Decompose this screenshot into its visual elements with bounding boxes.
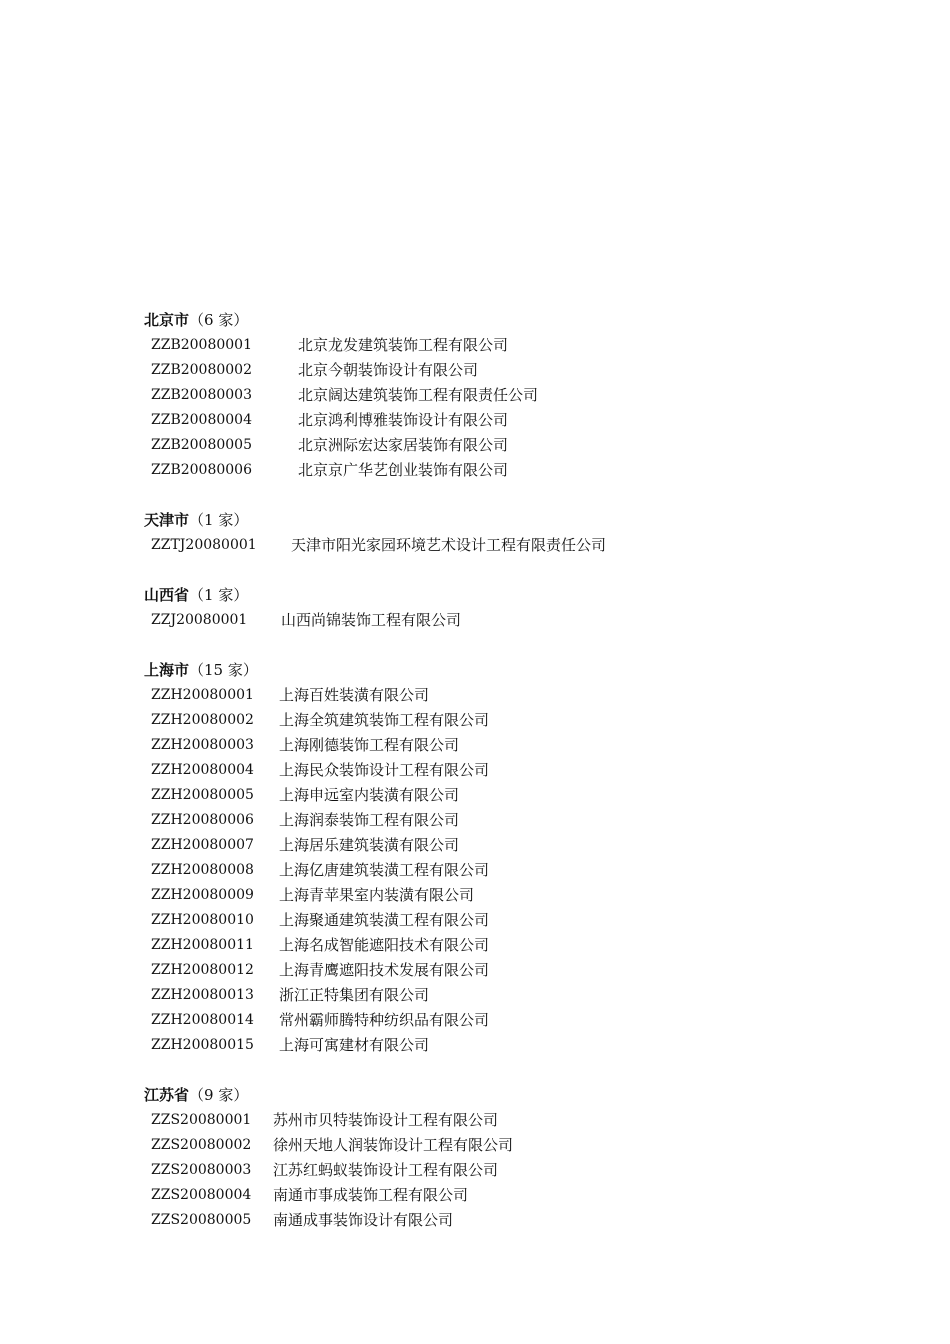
list-item [144, 858, 904, 883]
company-name: 徐州天地人润装饰设计工程有限公司 [273, 1136, 514, 1154]
company-list-document [144, 308, 904, 1258]
list-item [144, 358, 904, 383]
list-item [144, 933, 904, 958]
company-code: ZZH20080003 [151, 737, 254, 753]
company-code: ZZTJ20080001 [151, 537, 257, 553]
company-name: 江苏红蚂蚁装饰设计工程有限公司 [273, 1161, 499, 1179]
company-code: ZZH20080008 [151, 862, 254, 878]
company-name: 北京龙发建筑装饰工程有限公司 [298, 336, 509, 354]
list-item [144, 408, 904, 433]
company-name: 北京阔达建筑装饰工程有限责任公司 [298, 386, 539, 404]
company-code: ZZH20080015 [151, 1037, 254, 1053]
list-item [144, 908, 904, 933]
region-name: 天津市 [144, 511, 190, 529]
section-heading [144, 658, 904, 683]
company-code: ZZH20080009 [151, 887, 254, 903]
company-name: 苏州市贝特装饰设计工程有限公司 [273, 1111, 499, 1129]
company-name: 上海民众装饰设计工程有限公司 [279, 761, 490, 779]
company-code: ZZB20080003 [151, 387, 253, 403]
company-code: ZZH20080010 [151, 912, 254, 928]
list-item [144, 1108, 904, 1133]
company-name: 南通市事成装饰工程有限公司 [273, 1186, 469, 1204]
company-code: ZZH20080012 [151, 962, 254, 978]
company-code: ZZH20080006 [151, 812, 254, 828]
company-name: 上海居乐建筑装潢有限公司 [279, 836, 460, 854]
company-code: ZZS20080005 [151, 1212, 252, 1228]
region-count: （15 家） [189, 661, 258, 679]
section-heading [144, 1083, 904, 1108]
company-name: 上海青鹰遮阳技术发展有限公司 [279, 961, 490, 979]
list-item [144, 833, 904, 858]
region-name: 上海市 [144, 661, 190, 679]
region-count: （1 家） [189, 511, 249, 529]
list-item [144, 1208, 904, 1233]
company-name: 浙江正特集团有限公司 [279, 986, 430, 1004]
list-item [144, 1183, 904, 1208]
company-code: ZZS20080004 [151, 1187, 252, 1203]
list-item [144, 808, 904, 833]
list-item [144, 683, 904, 708]
list-item [144, 1033, 904, 1058]
company-name: 上海刚德装饰工程有限公司 [279, 736, 460, 754]
company-name: 北京京广华艺创业装饰有限公司 [298, 461, 509, 479]
section-heading [144, 508, 904, 533]
list-item [144, 758, 904, 783]
company-code: ZZH20080014 [151, 1012, 254, 1028]
company-code: ZZB20080005 [151, 437, 253, 453]
company-code: ZZH20080007 [151, 837, 254, 853]
company-code: ZZS20080002 [151, 1137, 252, 1153]
company-name: 上海聚通建筑装潢工程有限公司 [279, 911, 490, 929]
company-name: 常州霸师腾特种纺织品有限公司 [279, 1011, 490, 1029]
company-name: 上海亿唐建筑装潢工程有限公司 [279, 861, 490, 879]
company-name: 北京洲际宏达家居装饰有限公司 [298, 436, 509, 454]
list-item [144, 1008, 904, 1033]
list-item [144, 733, 904, 758]
company-name: 上海名成智能遮阳技术有限公司 [279, 936, 490, 954]
list-item [144, 458, 904, 483]
list-item [144, 1158, 904, 1183]
section-heading [144, 308, 904, 333]
list-item [144, 608, 904, 633]
company-code: ZZH20080002 [151, 712, 254, 728]
company-code: ZZS20080001 [151, 1112, 252, 1128]
section-jiangsu [144, 1083, 904, 1233]
company-code: ZZH20080005 [151, 787, 254, 803]
section-shanghai [144, 658, 904, 1058]
section-shanxi [144, 583, 904, 633]
region-count: （1 家） [189, 586, 249, 604]
company-name: 上海申远室内装潢有限公司 [279, 786, 460, 804]
region-name: 北京市 [144, 311, 190, 329]
region-count: （9 家） [189, 1086, 249, 1104]
section-heading [144, 583, 904, 608]
company-code: ZZH20080013 [151, 987, 254, 1003]
company-code: ZZH20080001 [151, 687, 254, 703]
company-name: 北京今朝装饰设计有限公司 [298, 361, 479, 379]
list-item [144, 333, 904, 358]
list-item [144, 883, 904, 908]
region-name: 江苏省 [144, 1086, 190, 1104]
region-count: （6 家） [189, 311, 249, 329]
company-code: ZZB20080006 [151, 462, 253, 478]
company-code: ZZH20080004 [151, 762, 254, 778]
company-name: 北京鸿利博雅装饰设计有限公司 [298, 411, 509, 429]
list-item [144, 533, 904, 558]
list-item [144, 1133, 904, 1158]
company-name: 山西尚锦装饰工程有限公司 [281, 611, 462, 629]
company-code: ZZB20080004 [151, 412, 253, 428]
section-beijing [144, 308, 904, 483]
region-name: 山西省 [144, 586, 190, 604]
company-code: ZZH20080011 [151, 937, 254, 953]
company-name: 上海全筑建筑装饰工程有限公司 [279, 711, 490, 729]
company-code: ZZB20080002 [151, 362, 253, 378]
list-item [144, 708, 904, 733]
section-tianjin [144, 508, 904, 558]
company-code: ZZJ20080001 [151, 612, 248, 628]
list-item [144, 783, 904, 808]
list-item [144, 383, 904, 408]
company-name: 上海青苹果室内装潢有限公司 [279, 886, 475, 904]
company-name: 上海可寓建材有限公司 [279, 1036, 430, 1054]
list-item [144, 958, 904, 983]
company-name: 上海百姓装潢有限公司 [279, 686, 430, 704]
company-name: 天津市阳光家园环境艺术设计工程有限责任公司 [291, 536, 607, 554]
company-code: ZZS20080003 [151, 1162, 252, 1178]
company-name: 南通成事装饰设计有限公司 [273, 1211, 454, 1229]
list-item [144, 983, 904, 1008]
company-name: 上海润泰装饰工程有限公司 [279, 811, 460, 829]
list-item [144, 433, 904, 458]
company-code: ZZB20080001 [151, 337, 253, 353]
